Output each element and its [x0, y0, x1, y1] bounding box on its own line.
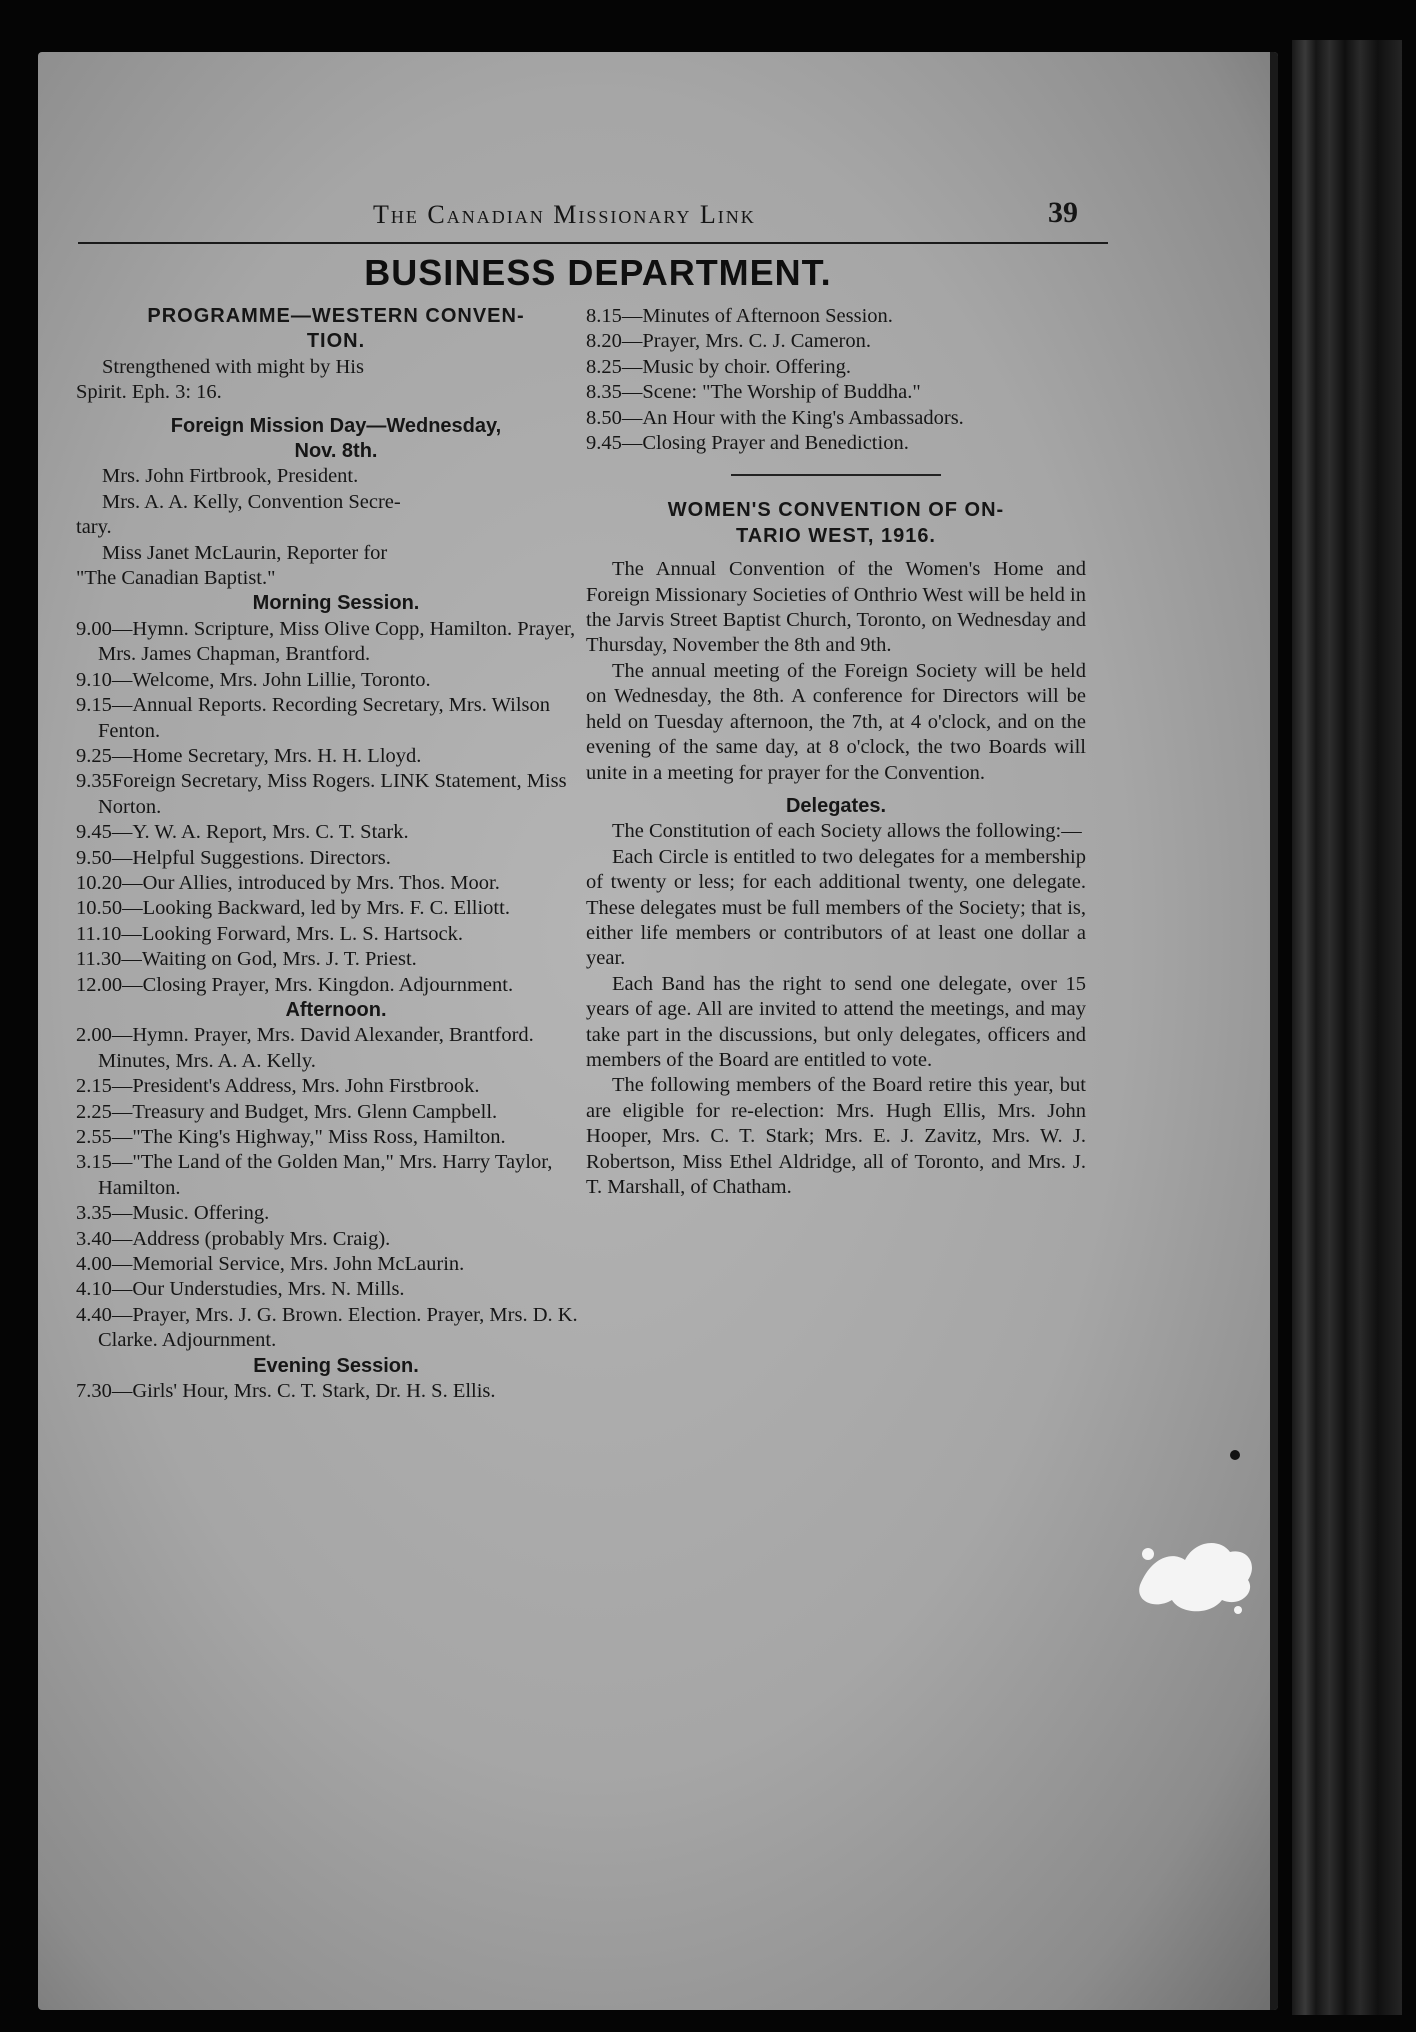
programme-item: 9.10—Welcome, Mrs. John Lillie, Toronto.	[76, 668, 431, 691]
convention-heading: WOMEN'S CONVENTION OF ON-	[667, 499, 1005, 522]
programme-item: 9.25—Home Secretary, Mrs. H. H. Lloyd.	[76, 744, 422, 767]
motto-line: Strengthened with might by His	[102, 355, 364, 378]
programme-item: 11.30—Waiting on God, Mrs. J. T. Priest.	[76, 948, 417, 971]
programme-item: 8.50—An Hour with the King's Ambassadors.	[586, 406, 964, 429]
article-paragraph: Each Band has the right to send one delegate, over 15 years of age. All are invited to attend the meetings, and may take part in the discussions, but only delegates, officers and members of the Board are entitled to vote.	[586, 972, 1086, 1071]
programme-item: 4.00—Memorial Service, Mrs. John McLaurin.	[76, 1253, 465, 1276]
article-paragraph: The Annual Convention of the Women's Home and Foreign Missionary Societies of Onthrio West will be held in the Jarvis Street Baptist Church, Toronto, on Wednesday and Thursday, November the 8th and 9th.	[586, 558, 1086, 657]
programme-item: 9.50—Helpful Suggestions. Directors.	[76, 846, 391, 869]
programme-item: 7.30—Girls' Hour, Mrs. C. T. Stark, Dr. H. S. Ellis.	[76, 1380, 496, 1403]
morning-programme	[76, 617, 596, 998]
programme-item: 8.25—Music by choir. Offering.	[586, 355, 851, 378]
programme-item: 8.35—Scene: "The Worship of Buddha."	[586, 381, 921, 404]
officer-line: Mrs. John Firtbrook, President.	[102, 465, 359, 488]
programme-item: 9.45—Closing Prayer and Benediction.	[586, 432, 909, 455]
left-column	[76, 304, 596, 1404]
programme-item: 4.10—Our Understudies, Mrs. N. Mills.	[76, 1278, 405, 1301]
programme-heading-cont: TION.	[306, 330, 366, 353]
programme-item: 12.00—Closing Prayer, Mrs. Kingdon. Adjournment.	[76, 973, 514, 996]
page-number: 39	[1048, 196, 1078, 229]
running-head	[78, 192, 1108, 244]
programme-item: 3.35—Music. Offering.	[76, 1202, 270, 1225]
afternoon-session-heading: Afternoon.	[285, 998, 387, 1021]
convention-heading-cont: TARIO WEST, 1916.	[735, 524, 936, 547]
officer-line: Mrs. A. A. Kelly, Convention Secre-	[102, 490, 401, 513]
programme-item: 3.15—"The Land of the Golden Man," Mrs. Harry Taylor, Hamilton.	[76, 1151, 553, 1199]
mission-day-date: Nov. 8th.	[294, 440, 378, 463]
morning-session-heading: Morning Session.	[252, 592, 420, 615]
ink-spot	[1230, 1450, 1240, 1460]
journal-title: The Canadian Missionary Link	[373, 200, 756, 229]
programme-item: 10.50—Looking Backward, led by Mrs. F. C. Elliott.	[76, 897, 510, 920]
ink-blot-mark	[1130, 1530, 1260, 1620]
section-divider	[731, 474, 941, 476]
programme-item: 2.55—"The King's Highway," Miss Ross, Hamilton.	[76, 1126, 506, 1148]
motto-reference: Spirit. Eph. 3: 16.	[76, 381, 222, 404]
evening-programme-cont	[586, 304, 1086, 456]
section-title: BUSINESS DEPARTMENT.	[364, 252, 832, 293]
article-paragraph: The Constitution of each Society allows the following:—	[612, 820, 1082, 843]
programme-item: 11.10—Looking Forward, Mrs. L. S. Hartsock.	[76, 922, 463, 945]
page-edge-shadow	[1270, 52, 1278, 2010]
programme-item: 8.20—Prayer, Mrs. C. J. Cameron.	[586, 330, 872, 353]
programme-item: 2.25—Treasury and Budget, Mrs. Glenn Campbell.	[76, 1100, 498, 1123]
programme-item: 9.45—Y. W. A. Report, Mrs. C. T. Stark.	[76, 821, 409, 844]
delegates-heading: Delegates.	[785, 794, 887, 817]
mission-day-heading: Foreign Mission Day—Wednesday,	[170, 414, 502, 437]
book-binding	[1292, 40, 1402, 2015]
officers-list	[76, 464, 596, 591]
article-paragraph: Each Circle is entitled to two delegates for a membership of twenty or less; for each additional twenty, one delegate. These delegates must be full members of the Society; that is, either life members or contributors of at least one dollar a year.	[586, 845, 1086, 970]
programme-heading: PROGRAMME—WESTERN CONVEN-	[147, 305, 525, 327]
programme-item: 10.20—Our Allies, introduced by Mrs. Thos. Moor.	[76, 871, 500, 894]
evening-session-heading: Evening Session.	[253, 1354, 419, 1377]
right-column	[586, 304, 1086, 1200]
officer-line: Miss Janet McLaurin, Reporter for	[102, 541, 388, 564]
programme-item: 2.00—Hymn. Prayer, Mrs. David Alexander, Brantford. Minutes, Mrs. A. A. Kelly.	[76, 1024, 534, 1072]
programme-item: 9.35Foreign Secretary, Miss Rogers. LINK Statement, Miss Norton.	[76, 770, 567, 818]
programme-item: 9.15—Annual Reports. Recording Secretary, Mrs. Wilson Fenton.	[76, 694, 551, 742]
officer-line: "The Canadian Baptist."	[76, 567, 276, 590]
programme-item: 9.00—Hymn. Scripture, Miss Olive Copp, Hamilton. Prayer, Mrs. James Chapman, Brantford.	[76, 617, 576, 666]
programme-item: 2.15—President's Address, Mrs. John Firstbrook.	[76, 1075, 480, 1098]
article-paragraph: The following members of the Board retire this year, but are eligible for re-election: Mrs. Hugh Ellis, Mrs. John Hooper, Mrs. C. T. Stark; Mrs. E. J. Zavitz, Mrs. W. J. Robertson, Miss Ethel Aldridge, all of Toronto, and Mrs. J. T. Marshall, of Chatham.	[586, 1074, 1086, 1198]
programme-item: 8.15—Minutes of Afternoon Session.	[586, 305, 893, 327]
article-paragraph: The annual meeting of the Foreign Society will be held on Wednesday, the 8th. A conference for Directors will be held on Tuesday afternoon, the 7th, at 4 o'clock, and on the evening of the same day, at 8 o'clock, the two Boards will unite in a meeting for prayer for the Convention.	[586, 659, 1086, 784]
programme-item: 4.40—Prayer, Mrs. J. G. Brown. Election. Prayer, Mrs. D. K. Clarke. Adjournment.	[76, 1303, 578, 1352]
afternoon-programme	[76, 1023, 596, 1353]
programme-item: 3.40—Address (probably Mrs. Craig).	[76, 1227, 391, 1250]
journal-page	[38, 52, 1278, 2010]
officer-line: tary.	[76, 516, 112, 539]
